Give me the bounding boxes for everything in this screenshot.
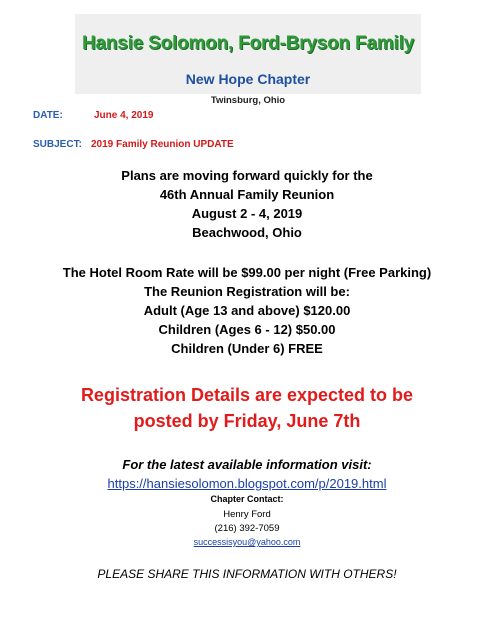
rate-line: Adult (Age 13 and above) $120.00 — [143, 303, 351, 318]
contact-phone: (216) 392-7059 — [214, 523, 280, 534]
share-notice: PLEASE SHARE THIS INFORMATION WITH OTHERS! — [97, 567, 397, 581]
rate-line: The Reunion Registration will be: — [144, 284, 350, 299]
subject-label: SUBJECT: — [33, 139, 82, 150]
contact-name: Henry Ford — [223, 509, 271, 520]
subject-value: 2019 Family Reunion UPDATE — [91, 139, 234, 150]
date-label: DATE: — [33, 110, 63, 121]
info-link[interactable]: https://hansiesolomon.blogspot.com/p/2019.html — [107, 476, 387, 491]
rate-line: Children (Ages 6 - 12) $50.00 — [158, 322, 336, 337]
letterhead — [75, 14, 421, 106]
rate-details — [0, 263, 494, 358]
rate-line: The Hotel Room Rate will be $99.00 per night (Free Parking) — [62, 265, 432, 280]
contact-label: Chapter Contact: — [210, 494, 284, 504]
registration-notice — [0, 382, 494, 434]
registration-notice-line: Registration Details are expected to be — [80, 385, 414, 405]
event-line: Plans are moving forward quickly for the — [121, 168, 373, 183]
date-value: June 4, 2019 — [94, 110, 154, 121]
chapter-name: New Hope Chapter — [185, 71, 311, 87]
rate-line: Children (Under 6) FREE — [171, 341, 323, 356]
event-details — [0, 166, 494, 242]
info-intro: For the latest available information visit: — [122, 457, 372, 472]
contact-email-link[interactable]: successisyou@yahoo.com — [193, 537, 301, 547]
registration-notice-line: posted by Friday, June 7th — [133, 411, 361, 431]
chapter-city: Twinsburg, Ohio — [210, 95, 286, 106]
event-line: 46th Annual Family Reunion — [159, 187, 335, 202]
event-line: Beachwood, Ohio — [192, 225, 302, 240]
family-name-logo: Hansie Solomon, Ford-Bryson Family — [81, 33, 415, 54]
event-line: August 2 - 4, 2019 — [191, 206, 303, 221]
